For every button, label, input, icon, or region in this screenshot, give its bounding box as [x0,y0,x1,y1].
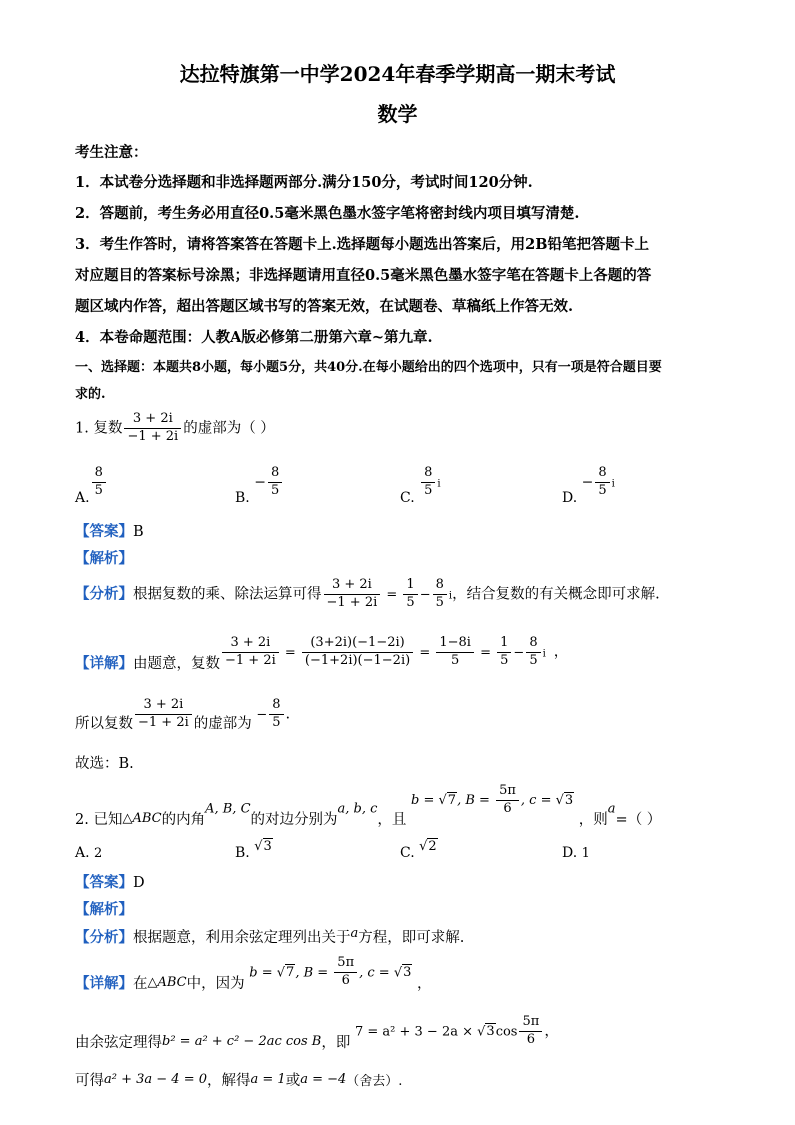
q2-xj-comma: ， [417,976,432,993]
q2-mid2: 的对边分别为 [250,812,338,829]
exam-title: 达拉特旗第一中学2024年春季学期高一期末考试 [179,62,616,86]
q1-option-a-num: 8 [92,466,106,483]
q2-mid1: 的内角 [161,812,206,829]
q2-xj-cond-c: , c = [359,965,394,981]
q2-xiangjie: 【详解】在△ABC中，因为 b = √7, B = $\frac{5\pi}{6}$ , c = √3 ， [75,955,432,993]
q2-option-b-label: B. [235,845,250,861]
q2-angles: A, B, C [205,801,251,817]
q2-option-c: C. √2 [400,839,437,861]
q1-xj-one: 1 [497,636,511,653]
q1-xiangjie-frac-den: −1 + 2i [225,652,276,668]
q2-fenxi-pre: 根据题意，利用余弦定理列出关于 [133,930,351,946]
q2-xj-cond-b: b = [249,965,277,981]
q1-step-den: (−1+2i)(−1−2i) [304,652,411,668]
notice-item-4: 4．本卷命题范围：人教A版必修第二册第六章~第九章. [75,329,433,346]
q1-fenxi-tag: 【分析】 [75,585,133,603]
q2-xj-pi-num: 5π [334,956,357,973]
q2-xj-root3: 3 [403,965,412,981]
q2-fenxi-tag: 【分析】 [75,929,133,946]
subject-title: 数学 [377,102,418,126]
q1-option-c-unit: i [437,478,441,490]
q1-option-a-den: 5 [94,482,103,498]
q2-xiangjie-mid: 中，因为 [186,976,245,993]
q1-frac-den: −1 + 2i [127,428,179,444]
q1-so-five: 5 [272,714,281,730]
notice-item-3: 3．考生作答时，请将答案答在答题卡上.选择题每小题选出答案后，用2B铅笔把答题卡上 [75,236,649,253]
q2-eq-comma: ， [544,1023,559,1040]
q1-option-b-frac [268,466,282,499]
q2-triangle: △ABC [122,811,162,827]
q2-option-d-text: 1 [581,846,590,861]
q1-suffix: 的虚部为（ ） [183,420,275,437]
notice-item-3-cont2: 题区域内作答，超出答题区域书写的答案无效，在试题卷、草稿纸上作答无效. [75,298,574,315]
q2-option-b-text: 3 [263,839,272,854]
q1-xiangjie: 【详解】由题意，复数 $\frac{3 + 2i}{-1 + 2i}$ = $\frac{(3+2i)(-1-2i)}{(-1+2i)(-1-2i)}$ = $\frac{1-8i}{5}$ = $\frac{1}{5}$ − $\frac{8}{5}$ i ， [75,635,569,673]
q1-frac-num: 3 + 2i [124,412,181,429]
q2-xj-pi-den: 6 [341,972,350,988]
q2-var-a: a [607,801,616,817]
q1-fenxi-one-fifth [403,578,417,611]
q2-law-formula: b² = a² + c² − 2ac cos B [162,1034,322,1050]
q1-prefix: 1. 复数 [75,420,123,437]
q2-xj-angle-frac [334,956,357,989]
q2-ask: ，则 [578,812,608,829]
q2-law-pre: 由余弦定理得 [75,1035,162,1052]
q1-so-pre: 所以复数 [75,716,133,733]
q1-xiangjie-eight-fifths [526,636,540,669]
q2-law: 由余弦定理得b² = a² + c² − 2ac cos B，即 7 = a² + 3 − 2a × √3cos $\frac{5\pi}{6}$ ， [75,1014,559,1052]
q1-fenxi-five-a: 5 [406,594,415,610]
q2-eq-root3: 3 [486,1024,495,1040]
q1-option-c-label: C. [400,490,415,507]
q2-xiangjie-tag: 【详解】 [75,975,133,993]
q1-so-mid: 的虚部为 [193,716,252,733]
q2-xiangjie-tri: △ABC [147,975,187,991]
section-header-line1: 一、选择题：本题共8小题，每小题5分，共40分.在每小题给出的四个选项中，只有一项是符合题目要 [75,360,662,375]
q2-angle-frac [496,784,519,817]
q1-option-d-num: 8 [595,466,609,483]
q1-step-num: (3+2i)(−1−2i) [302,636,413,653]
q1-option-a [75,465,108,507]
q1-step2-num: 1−8i [436,636,474,653]
section-header-line2: 求的. [75,387,106,402]
q1-fenxi-eight-fifths [433,578,447,611]
q1-xj-eight: 8 [526,636,540,653]
q1-option-a-frac [92,466,106,499]
q2-mid3: ，且 [377,812,407,829]
q2-fenxi-post: 方程，即可求解. [358,930,465,946]
q2-cond-b: b = [411,793,439,809]
q1-xiangjie-frac [222,636,279,669]
q1-option-d-label: D. [562,490,578,507]
q1-choose: 故选：B. [75,756,134,772]
q1-step2-den: 5 [451,652,460,668]
q2-eq-pi-den: 6 [526,1031,536,1047]
q2-option-c-label: C. [400,845,415,861]
q1-fraction [124,412,181,445]
q1-so-end: . [285,706,291,723]
q1-xj-five-a: 5 [500,652,509,668]
q2-prefix: 2. 已知 [75,812,123,829]
q1-fenxi-frac-den: −1 + 2i [326,594,378,610]
question-2: 2. 已知△ABC的内角A, B, C的对边分别为a, b, c，且 b = √7, B = $\frac{5\pi}{6}$ , c = √3 ，则a=（ ） [75,783,662,829]
q1-xj-five-b: 5 [529,652,538,668]
q2-root3: 3 [564,793,574,809]
q2-answer-value: D [133,875,145,891]
q2-law-mid: ，即 [321,1035,351,1052]
q2-cond-B: , B = [457,793,495,809]
q1-so-eight-fifths [269,698,283,731]
q2-sol1: a = 1 [250,1072,286,1087]
q1-option-b-den: 5 [270,482,280,498]
q1-option-d-frac [595,466,609,499]
q1-option-d [562,465,615,507]
q2-analysis [75,898,133,919]
q2-pi-num: 5π [496,784,519,801]
q1-answer-value: B [133,524,144,540]
q1-option-d-den: 5 [598,482,607,498]
q1-option-b-sign: − [254,474,266,491]
notice-item-1: 1．本试卷分选择题和非选择题两部分.满分150分，考试时间120分钟. [75,174,533,191]
q1-so-frac [135,698,192,731]
q2-sides: a, b, c [337,801,378,817]
q2-eq-left: 7 = a² + 3 − 2a × [354,1024,478,1040]
q2-root7: 7 [447,793,457,809]
q1-fenxi-pre: 根据复数的乘、除法运算可得 [133,586,322,603]
q1-analysis [75,547,133,568]
q2-pi-den: 6 [503,800,512,816]
q2-xiangjie-pre: 在 [133,976,148,993]
q2-option-c-text: 2 [428,839,437,854]
q2-xj-cond-B: , B = [295,965,333,981]
q1-xiangjie-pre: 由题意，复数 [133,656,220,673]
notice-item-2: 2．答题前，考生务必用直径0.5毫米黑色墨水签字笔将密封线内项目填写清楚. [75,205,580,222]
q1-answer-tag: 【答案】 [75,523,133,540]
q2-option-d-label: D. [562,845,578,861]
q1-option-c [400,465,441,507]
q2-fenxi-var: a [350,926,359,941]
q1-option-d-sign: − [581,474,594,491]
q1-fenxi-eight: 8 [433,578,447,595]
q1-option-b [235,465,284,507]
q2-xj-root7: 7 [286,965,295,981]
notice-item-3-cont1: 对应题目的答案标号涂黑；非选择题请用直径0.5毫米黑色墨水签字笔在答题卡上各题的答 [75,267,652,284]
q1-xiangjie-step2 [436,636,474,669]
q2-option-b: B. √3 [235,839,272,861]
q1-xiangjie-post: ， [553,644,569,661]
q2-solution [75,1069,402,1090]
q1-so-frac-den: −1 + 2i [138,714,189,730]
notice-heading: 考生注意： [75,144,148,161]
q1-fenxi-frac-num: 3 + 2i [324,578,381,595]
q2-answer-tag: 【答案】 [75,874,133,891]
q1-so-eight: 8 [269,698,283,715]
q2-analysis-tag: 【解析】 [75,901,133,918]
q1-fenxi: 【分析】根据复数的乘、除法运算可得 $\frac{3 + 2i}{-1 + 2i}$ = $\frac{1}{5}$ − $\frac{8}{5}$ i，结合复数的有关概念即可求解. [75,577,660,610]
q1-xiangjie-one-fifth [497,636,511,669]
q1-xiangjie-frac-num: 3 + 2i [222,636,279,653]
q2-answer [75,871,145,892]
q2-discard: （舍去）. [346,1074,403,1089]
q2-eq-cos: cos [495,1024,518,1040]
q1-option-b-label: B. [235,490,250,507]
q1-option-b-num: 8 [268,466,282,483]
q1-so-frac-num: 3 + 2i [135,698,192,715]
q1-analysis-tag: 【解析】 [75,550,133,567]
q1-answer [75,520,144,541]
q2-option-a-label: A. [75,845,90,861]
q2-get-pre: 可得 [75,1073,104,1089]
q2-option-d [562,845,590,861]
q1-option-c-den: 5 [424,482,433,498]
q1-option-c-num: 8 [421,466,435,483]
q2-option-a-text: 2 [94,846,103,861]
q2-eq-pi-num: 5π [519,1015,542,1032]
q1-conclusion: 所以复数 $\frac{3 + 2i}{-1 + 2i}$ 的虚部为 − $\frac{8}{5}$ . [75,697,291,733]
q1-fenxi-five-b: 5 [435,594,444,610]
q2-cond-c: , c = [520,793,556,809]
q1-fenxi-one: 1 [403,578,417,595]
q1-option-a-label: A. [75,490,90,507]
q1-option-c-frac [421,466,435,499]
q2-fenxi [75,921,465,946]
q2-eq-frac [519,1015,542,1048]
q2-or: 或 [285,1073,301,1089]
q1-fenxi-frac [324,578,381,611]
q1-xiangjie-tag: 【详解】 [75,655,133,673]
q2-sol2: a = −4 [300,1072,347,1087]
question-1 [75,412,275,445]
q1-xiangjie-step [302,636,413,669]
q2-option-a [75,845,102,861]
q2-ask2: =（ ） [615,812,662,829]
q1-option-d-unit: i [611,478,615,490]
q2-get-mid: ，解得 [207,1073,251,1089]
q1-fenxi-post: ，结合复数的有关概念即可求解. [452,586,660,603]
q2-quadratic: a² + 3a − 4 = 0 [104,1072,207,1087]
